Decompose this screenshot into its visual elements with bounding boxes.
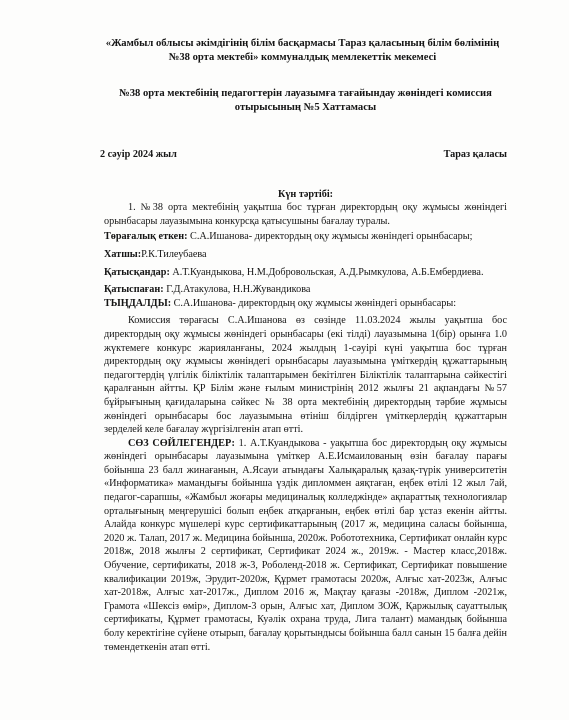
- spoke-label: СӨЗ СӨЙЛЕГЕНДЕР:: [128, 437, 235, 449]
- chair-line: [104, 230, 507, 244]
- participants-line: [104, 266, 507, 280]
- protocol-title: №38 орта мектебінің педагогтерін лауазымға тағайындау жөніндегі комиссия отырысының №5 Хаттамасы: [119, 88, 492, 113]
- absent-value: Г.Д.Атакулова, Н.Н.Жувандикова: [163, 284, 311, 296]
- participants-value: А.Т.Куандыкова, Н.М.Добровольская, А.Д.Рымкулова, А.Б.Ембердиева.: [169, 266, 484, 278]
- secretary-value: Р.К.Тилеубаева: [141, 248, 207, 260]
- secretary-line: [104, 248, 507, 262]
- chair-value: С.А.Ишанова- директордың оқу жұмысы жөніндегі орынбасары;: [187, 231, 473, 243]
- protocol-city: Тараз қаласы: [443, 149, 507, 160]
- protocol-date: 2 сәуір 2024 жыл: [100, 149, 177, 160]
- absent-line: [104, 283, 507, 297]
- organization-header: «Жамбыл облысы әкімдігінің білім басқармасы Тараз қаласының білім бөлімінің №38 орта мектебі» коммуналдық мемлекеттік мекемесі: [105, 38, 500, 63]
- heard-speaker: С.А.Ишанова- директордың оқу жұмысы жөніндегі орынбасары:: [171, 297, 457, 309]
- secretary-label: Хатшы:: [104, 248, 142, 260]
- date-line: [100, 148, 507, 162]
- heard-label: ТЫҢДАЛДЫ:: [104, 297, 172, 309]
- agenda-heading: Күн тәртібі:: [277, 188, 334, 200]
- spoke-paragraph: [104, 437, 507, 655]
- spoke-body: 1. А.Т.Куандыкова - уақытша бос директордың оқу жұмысы жөніндегі орынбасары лауазымына үміткер А.Е.Исмаилованың өзін бағалау парағы бойынша 23 балл жинағанын, А.Ясауи атындағы Халықаралық қазақ-түрік университетін «Информатика» мамандығы бойынша үздік дипломмен аяқтаған, еңбек өтілі 12 жыл 7ай, педагог-сарапшы, «Жамбыл жоғары медициналық колледжінде» ақпараттық технологиялар орталығының меңгерушісі болып еңбек атқарғанын, еңбек өтілі бар ұстаз екенін айтты. Алайда конкурс мүшелері курс сертификаттарының (2017 ж, медицина саласы бойынша, 2020 ж. Талап, 2017 ж. Медицина бойынша, 2020ж. Робототехника, Сертификат онлайн курс 2018ж, 2018 жылғы 2 сертификат, Сертификат 2024 ж., 2019ж. - Мастер класс,2018ж. Обучение, сертификаты, 2018 ж-3, Роболенд-2018 ж. Сертификат, Сертификат повышение квалификации 2019ж, Эрудит-2020ж, Құрмет грамотасы 2020ж, Алғыс хат-2023ж, Алғыс хат-2018ж, Алғыс хат-2017ж., Диплом 2016 ж, Мақтау қағазы -2018ж, Диплом -2021ж, Грамота «Шексіз өмір», Диплом-3 орын, Алғыс хат, Диплом ЗОЖ, Қаржылық сауаттылық сертификаты, Құрмет грамотасы, Куәлік охрана труда, Лига талант) мамандық бойынша болу керектігіне сүйене отырып, бағалау қорытындысы бойынша балл санын 15 балға дейін төмендеткенін атап өтті.: [104, 437, 508, 653]
- participants-label: Қатысқандар:: [104, 266, 170, 278]
- agenda-item: 1. №38 орта мектебінің уақытша бос тұрған директордың оқу жұмысы жөніндегі орынбасары лауазымына конкурсқа қатысушыны бағалау туралы.: [104, 202, 507, 227]
- heard-line: [104, 297, 507, 311]
- heard-body: Комиссия төрағасы С.А.Ишанова өз сөзінде 11.03.2024 жылы уақытша бос директордың оқу жұмысы жөніндегі орынбасары (екі тілді) лауазымына 1(бір) орынға 1.0 жүктемеге конкурс жарияланғаны, 2024 жылдың 1-сәуірі күні уақытша бос тұрған директордың оқу жұмысы жөніндегі орынбасары лауазымына үміткердің құжаттарының педагогтердің үлгілік біліктілік талаптарымен бекітілген Біліктілік талаптарына сәйкестігі қаралғанын айтты. ҚР Білім және ғылым министрінің 2012 жылғы 21 ақпандағы №57 бұйрығының қағидаларына сәйкес № 38 орта мектебінің директордың тәрбие жұмысы жөніндегі орынбасары бос лауазымына өтініш білдірген үміткерлердің құжаттарын зерделей келе бағалау жүргізілгенін атап өтті.: [104, 315, 507, 436]
- absent-label: Қатыспаған:: [104, 284, 164, 296]
- chair-label: Төрағалық еткен:: [104, 231, 188, 243]
